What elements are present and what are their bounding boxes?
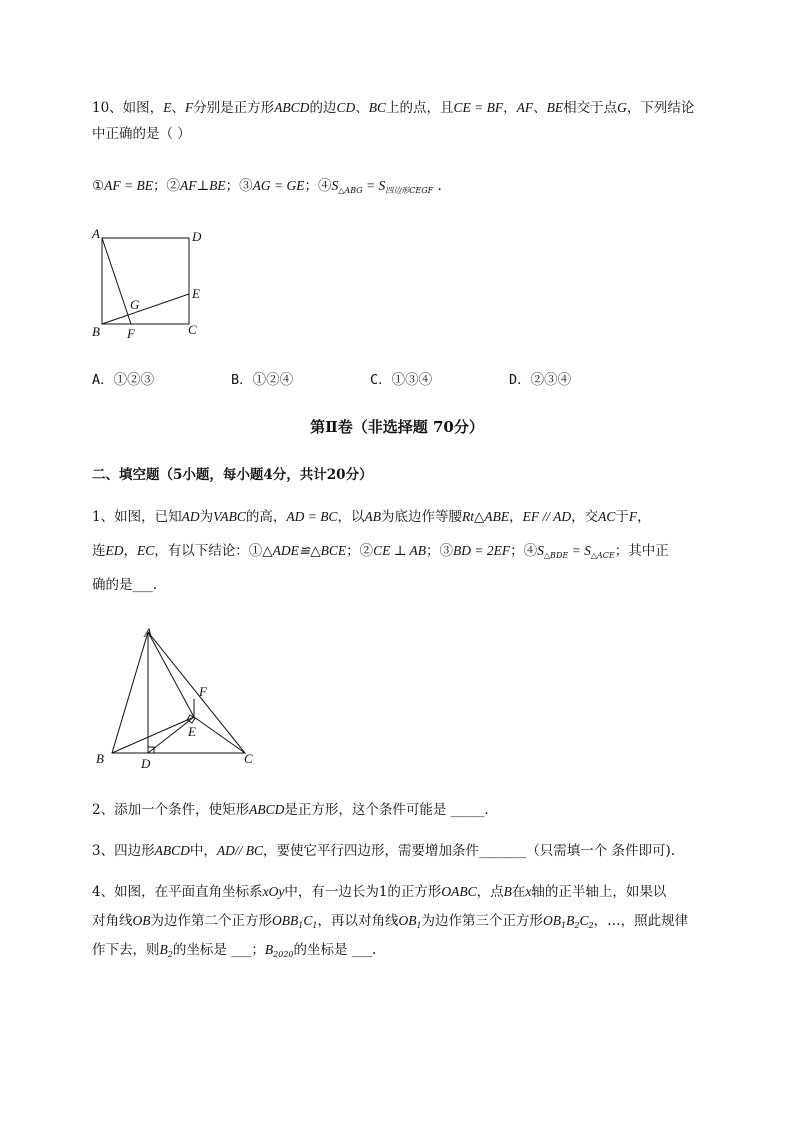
- text: 1、如图，已知: [92, 509, 182, 525]
- f4-line3: [92, 940, 376, 965]
- var-f: F: [184, 100, 194, 115]
- text: ，…，照此规律: [593, 913, 689, 929]
- label-c: C: [188, 322, 197, 337]
- label-a: A: [144, 625, 152, 640]
- var-ob1: OB: [398, 913, 417, 928]
- text: ，有以下结论：①: [154, 543, 263, 559]
- var-ob: OB: [132, 913, 151, 928]
- label-c: C: [244, 751, 253, 766]
- option-c[interactable]: C．①③④: [370, 372, 433, 388]
- text: ，: [637, 509, 651, 525]
- text: 是正方形，这个条件可能是 _____.: [284, 802, 489, 818]
- text: 10、如图，: [92, 100, 164, 116]
- segment-be: [112, 717, 194, 753]
- text: ，再以对角线: [317, 913, 399, 929]
- conclusion-2: CE ⊥ AB: [373, 543, 427, 558]
- subscript: 1: [312, 921, 318, 930]
- subscript: △ACE: [590, 551, 615, 560]
- label-f: F: [199, 684, 207, 699]
- var-obb1c1: OBB: [272, 913, 299, 928]
- q10-line1: [92, 98, 694, 118]
- label-g: G: [130, 297, 140, 312]
- text: ；其中正: [614, 543, 669, 559]
- text: ，以: [337, 509, 365, 525]
- text: 为边作第二个正方形: [150, 913, 272, 929]
- f3-line: [92, 841, 675, 861]
- conclusion-1: △ADE≌△BCE: [262, 543, 347, 558]
- var-vabc: VABC: [213, 509, 246, 524]
- expr-ce-bf: CE = BF: [453, 100, 504, 115]
- text: 连: [92, 543, 106, 559]
- var-ec: EC: [137, 543, 155, 558]
- text: ；④: [510, 543, 538, 559]
- subscript: 2020: [273, 950, 294, 959]
- var-abcd: ABCD: [274, 100, 310, 115]
- label-d: D: [141, 756, 151, 771]
- text: ，下列结论: [626, 100, 695, 116]
- conclusion-3: AG = GE: [252, 178, 305, 193]
- var-c2: C: [579, 913, 589, 928]
- var-be: BE: [546, 100, 564, 115]
- text: 轴的正半轴上，如果以: [531, 884, 667, 900]
- f1-triangle-figure: [90, 620, 270, 775]
- q10-line2: 中正确的是（ ）: [92, 126, 191, 142]
- text: 4、如图，在平面直角坐标系: [92, 884, 263, 900]
- conclusion-1: AF = BE: [104, 178, 153, 193]
- text: ，点: [476, 884, 504, 900]
- conclusion-2: AF⊥BE: [179, 178, 226, 193]
- text: 作下去，则: [92, 942, 160, 958]
- option-b[interactable]: B．①②④: [231, 372, 294, 388]
- text: 的边: [309, 100, 337, 116]
- f1-line2: [92, 541, 669, 566]
- label-b: B: [92, 324, 100, 339]
- var-ed: ED: [105, 543, 124, 558]
- segment-ae: [148, 632, 194, 717]
- var-x: x: [525, 884, 532, 899]
- var-ab: AB: [364, 509, 381, 524]
- subscript: △BDE: [543, 551, 569, 560]
- text: 的坐标是 ___.: [293, 942, 377, 958]
- area-symbol: S: [331, 178, 339, 193]
- expr-ad-bc: AD// BC: [216, 843, 263, 858]
- var-c1: C: [303, 913, 313, 928]
- text: 为: [199, 509, 214, 525]
- subscript: 2: [574, 921, 580, 930]
- expr-ef-ad: EF // AD: [522, 509, 572, 524]
- var-b2: B: [159, 942, 168, 957]
- text: 的高，: [245, 509, 287, 525]
- var-f: F: [628, 509, 638, 524]
- subscript: 1: [561, 921, 567, 930]
- var-abcd: ABCD: [249, 802, 285, 817]
- var-cd: CD: [336, 100, 356, 115]
- text: ；③: [426, 543, 454, 559]
- segment-ec: [194, 717, 245, 753]
- area-symbol: S: [537, 543, 544, 558]
- text: 、: [355, 100, 369, 116]
- subscript: △ABG: [338, 186, 363, 195]
- text: ；③: [225, 178, 253, 194]
- option-d[interactable]: D．②③④: [509, 372, 572, 388]
- var-oabc: OABC: [441, 884, 477, 899]
- var-af: AF: [516, 100, 534, 115]
- q10-square-figure: [84, 224, 214, 344]
- text: ；②: [152, 178, 180, 194]
- text: 分别是正方形: [193, 100, 275, 116]
- label-b: B: [96, 751, 104, 766]
- var-xoy: xOy: [262, 884, 285, 899]
- text: 中，有一边长为1的正方形: [284, 884, 442, 900]
- q10-conclusions: [92, 176, 442, 201]
- text: ，: [123, 543, 137, 559]
- section-heading: 二、填空题（5小题，每小题4分，共计20分）: [92, 467, 373, 483]
- f2-line: [92, 800, 489, 820]
- f1-line1: [92, 507, 651, 527]
- label-e: E: [192, 286, 200, 301]
- triangle-abc: [112, 632, 245, 753]
- var-rt: Rt: [461, 509, 474, 524]
- f4-line2: [92, 911, 688, 936]
- text: 的坐标是 ___；: [172, 942, 265, 958]
- text: .: [433, 178, 442, 194]
- text: 对角线: [92, 913, 133, 929]
- subscript: 1: [298, 921, 304, 930]
- option-a[interactable]: A．①②③: [92, 372, 155, 388]
- text: 于: [615, 509, 629, 525]
- subscript: 四边形CEGF: [385, 186, 434, 195]
- area-eq: = S: [568, 543, 591, 558]
- text: 上的点，且: [385, 100, 454, 116]
- text: ，: [509, 509, 523, 525]
- text: 相交于点: [563, 100, 618, 116]
- text: 、: [171, 100, 185, 116]
- area-eq: = S: [362, 178, 386, 193]
- conclusion-3: BD = 2EF: [453, 543, 511, 558]
- label-d: D: [192, 229, 202, 244]
- subscript: 2: [167, 950, 173, 959]
- text: 2、添加一个条件，使矩形: [92, 802, 250, 818]
- var-bc: BC: [368, 100, 386, 115]
- var-b: B: [503, 884, 512, 899]
- text: ；②: [346, 543, 374, 559]
- text: ，: [503, 100, 517, 116]
- subscript: 2: [588, 921, 594, 930]
- text: 、: [533, 100, 547, 116]
- text: △: [473, 509, 485, 525]
- var-abe: ABE: [484, 509, 510, 524]
- var-ac: AC: [598, 509, 616, 524]
- text: ①: [92, 178, 105, 194]
- text: ，交: [571, 509, 599, 525]
- text: 为边作第三个正方形: [421, 913, 544, 929]
- text: 为底边作等腰: [380, 509, 462, 525]
- label-e: E: [188, 724, 196, 739]
- var-g: G: [617, 100, 627, 115]
- subscript: 1: [416, 921, 422, 930]
- square-abcd: [102, 238, 189, 324]
- text: ，要使它平行四边形，需要增加条件_______（只需填一个 条件即可).: [262, 843, 676, 859]
- segment-be: [102, 294, 189, 324]
- var-b2: B: [566, 913, 575, 928]
- text: 3、四边形: [92, 843, 155, 859]
- expr-ad-bc: AD = BC: [286, 509, 338, 524]
- part2-title: 第Ⅱ卷（非选择题 70分）: [310, 418, 484, 436]
- text: 中，: [189, 843, 217, 859]
- f4-line1: [92, 882, 666, 902]
- var-abcd: ABCD: [154, 843, 190, 858]
- var-e: E: [163, 100, 172, 115]
- label-a: A: [92, 226, 100, 241]
- label-f: F: [127, 326, 135, 341]
- segment-af: [102, 238, 131, 324]
- var-ad: AD: [181, 509, 200, 524]
- var-ob1b2c2: OB: [543, 913, 562, 928]
- var-b2020: B: [264, 942, 274, 957]
- text: ；④: [304, 178, 332, 194]
- text: 在: [511, 884, 526, 900]
- f1-line3: 确的是___.: [92, 577, 158, 593]
